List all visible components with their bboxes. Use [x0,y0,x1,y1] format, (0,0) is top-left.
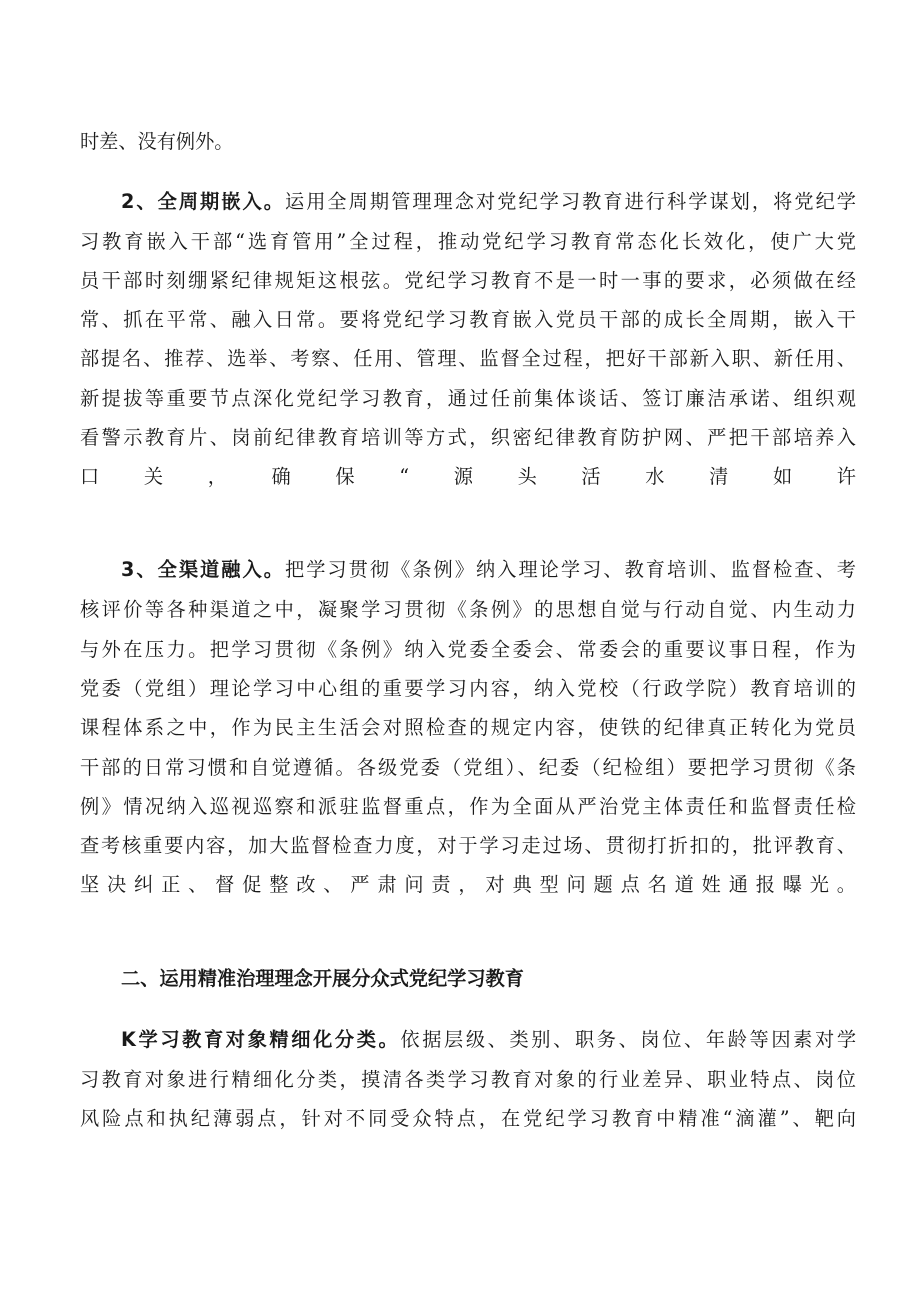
paragraph-line: 风险点和执纪薄弱点，针对不同受众特点，在党纪学习教育中精准“滴灌”、靶向 [80,1107,856,1130]
paragraph-line: 习教育对象进行精细化分类，摸清各类学习教育对象的行业差异、职业特点、岗位 [80,1068,856,1091]
paragraph-line: 口关，确保“源头活水清如许 [80,465,856,488]
paragraph-line: 核评价等各种渠道之中，凝聚学习贯彻《条例》的思想自觉与行动自觉、内生动力 [80,598,856,621]
paragraph-line: 新提拔等重要节点深化党纪学习教育，通过任前集体谈话、签订廉洁承诺、组织观 [80,387,856,410]
section-heading: 二、运用精准治理理念开展分众式党纪学习教育 [121,967,524,990]
paragraph-line [121,556,856,584]
text-run: 把学习贯彻《条例》纳入理论学习、教育培训、监督检查、考 [284,558,856,581]
paragraph-line: 常、抓在平常、融入日常。要将党纪学习教育嵌入党员干部的成长全周期，嵌入干 [80,308,856,331]
paragraph-line [121,188,856,216]
section-title-2: 2、全周期嵌入。 [121,190,285,213]
paragraph-line [80,128,856,156]
paragraph-line: 看警示教育片、岗前纪律教育培训等方式，织密纪律教育防护网、严把干部培养入 [80,426,856,449]
paragraph-line: 例》情况纳入巡视巡察和派驻监督重点，作为全面从严治党主体责任和监督责任检 [80,795,856,818]
text-run: 依据层级、类别、职务、岗位、年龄等因素对学 [400,1028,857,1051]
paragraph-line: 与外在压力。把学习贯彻《条例》纳入党委全委会、常委会的重要议事日程，作为 [80,638,856,661]
subsection-title: K学习教育对象精细化分类。 [121,1028,401,1051]
paragraph-line: 习教育嵌入干部“选育管用”全过程，推动党纪学习教育常态化长效化，使广大党 [80,230,856,253]
paragraph-line: 查考核重要内容，加大监督检查力度，对于学习走过场、贯彻打折扣的，批评教育、 [80,834,856,857]
paragraph-line [121,1026,856,1054]
text-run: 运用全周期管理理念对党纪学习教育进行科学谋划，将党纪学 [284,190,856,213]
section-title-3: 3、全渠道融入。 [121,558,285,581]
paragraph-line: 干部的日常习惯和自觉遵循。各级党委（党组）、纪委（纪检组）要把学习贯彻《条 [80,756,856,779]
text-run: 时差、没有例外。 [80,130,234,153]
paragraph-line: 党委（党组）理论学习中心组的重要学习内容，纳入党校（行政学院）教育培训的 [80,677,856,700]
paragraph-line: 课程体系之中，作为民主生活会对照检查的规定内容，使铁的纪律真正转化为党员 [80,716,856,739]
paragraph-line: 员干部时刻绷紧纪律规矩这根弦。党纪学习教育不是一时一事的要求，必须做在经 [80,269,856,292]
paragraph-line: 坚决纠正、督促整改、严肃问责，对典型问题点名道姓通报曝光。 [80,873,856,896]
paragraph-line: 部提名、推荐、选举、考察、任用、管理、监督全过程，把好干部新入职、新任用、 [80,347,856,370]
